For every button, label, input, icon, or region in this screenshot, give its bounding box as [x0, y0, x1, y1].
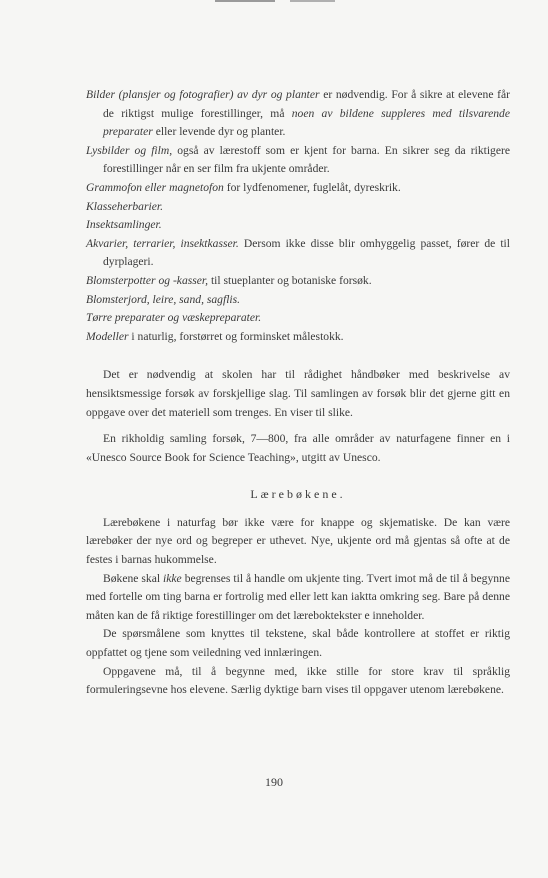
item-title: Akvarier, terrarier, insektkasser.: [86, 236, 239, 250]
page-edge-mark: [215, 0, 275, 2]
list-item: [86, 328, 510, 347]
page-edge-mark: [290, 0, 335, 2]
paragraph: [86, 430, 510, 467]
item-text: for lydfenomener, fuglelåt, dyreskrik.: [223, 180, 401, 194]
list-item: [86, 291, 510, 310]
item-text: i naturlig, forstørret og forminsket målestokk.: [128, 329, 344, 343]
paragraph: [86, 514, 510, 570]
item-text: til stueplanter og botaniske forsøk.: [208, 273, 372, 287]
item-title: Tørre preparater og væskepreparater.: [86, 311, 262, 325]
list-item: [86, 272, 510, 291]
item-title: Blomsterjord, leire, sand, sagflis.: [86, 292, 241, 306]
item-text: er nødvendig. For å sikre at elevene får de riktigst mulige forestillinger, må: [103, 88, 510, 120]
page-content: [86, 86, 510, 700]
item-italic: noen av bildene suppleres med tilsvarende preparater: [103, 106, 510, 139]
paragraph: [86, 663, 510, 700]
item-title: Lysbilder og film,: [86, 143, 173, 157]
paragraph: [86, 625, 510, 662]
item-title: Insektsamlinger.: [86, 218, 162, 232]
paragraph-text: begrenses til å handle om ukjente ting. Tvert imot må de til å begynne med fortelle om ting barna er fortrolig med eller lett kan iaktta omkring seg. Bare på denne måten kan de få riktige forestillinger om det læreboktekster e inneholder.: [86, 571, 510, 622]
paragraph-text: Det er nødvendig at skolen har til rådighet håndbøker med beskrivelse av hensiktsmessige forsøk av forskjellige slag. Til samlingen av forsøk blir det gjerne gitt en oppgave over det materiell som trenges. En viser til slike.: [86, 368, 510, 419]
item-title: Grammofon eller magnetofon: [86, 180, 224, 194]
paragraph-text: Bøkene skal: [103, 571, 164, 585]
item-text: også av lærestoff som er kjent for barna. En sikrer seg da riktigere forestillinger når en ser film fra ukjente områder.: [103, 143, 511, 176]
list-item: [86, 198, 510, 217]
item-title: Blomsterpotter og -kasser,: [86, 273, 209, 287]
item-title: Modeller: [86, 329, 129, 343]
paragraph: [86, 366, 510, 422]
item-text-2: eller levende dyr og planter.: [152, 125, 286, 139]
item-title: Klasseherbarier.: [86, 199, 163, 213]
list-item: [86, 235, 510, 272]
emphasis: ikke: [163, 571, 182, 585]
list-item: [86, 179, 510, 198]
section-heading: Lærebøkene.: [250, 487, 346, 502]
list-item: [86, 142, 510, 179]
paragraph-text: En rikholdig samling forsøk, 7—800, fra alle områder av naturfagene finner en i «Unesco Source Book for Science Teaching», utgitt av Unesco.: [86, 432, 510, 464]
list-item: [86, 309, 510, 328]
paragraph-text: Oppgavene må, til å begynne med, ikke stille for store krav til språklig formuleringsevne hos elevene. Særlig dyktige barn vises til oppgaver utenom lærebøkene.: [86, 664, 510, 697]
page-number: 190: [265, 775, 283, 789]
paragraph-text: De spørsmålene som knyttes til tekstene, skal både kontrollere at stoffet er riktig oppfattet og tjene som veiledning ved innlæringen.: [86, 627, 510, 660]
list-item: [86, 216, 510, 235]
item-title: Bilder (plansjer og fotografier) av dyr og planter: [86, 88, 320, 101]
paragraph-text: Lærebøkene i naturfag bør ikke være for knappe og skjematiske. De kan være lærebøker der nye ord og begreper er uthevet. Nye, ukjente ord må gjentas så ofte at de festes i barnas hukommelse.: [86, 515, 510, 567]
paragraph: [86, 570, 510, 626]
item-text: Dersom ikke disse blir omhyggelig passet, fører de til dyrplageri.: [103, 236, 510, 269]
list-item: [86, 86, 510, 142]
